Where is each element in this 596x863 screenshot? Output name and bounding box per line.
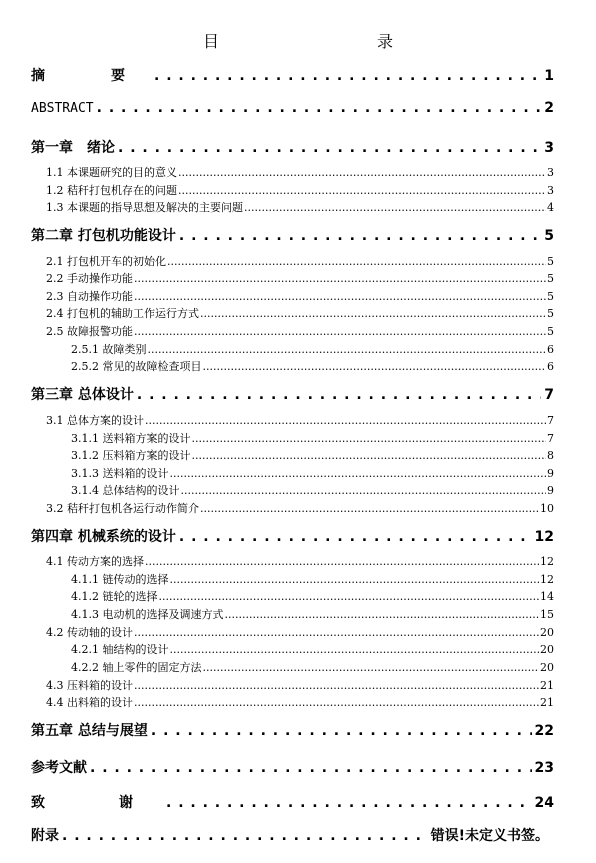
toc-entry-section-4-4[interactable] xyxy=(46,694,554,709)
toc-entry-subsection-3-1-1[interactable] xyxy=(71,430,554,445)
toc-entry-page: 3 xyxy=(544,140,554,156)
toc-entry-page: 2 xyxy=(544,100,554,116)
toc-entry-label: 2.4 打包机的辅助工作运行方式 xyxy=(46,307,199,320)
toc-entry-page: 21 xyxy=(540,696,554,709)
toc-entry-page: 23 xyxy=(534,760,554,776)
toc-entry-page: 12 xyxy=(540,573,554,586)
toc-entry-page: 5 xyxy=(547,290,554,303)
toc-entry-label: ABSTRACT xyxy=(31,101,94,116)
toc-entry-subsection-4-2-2[interactable] xyxy=(71,659,554,674)
toc-leader-dots xyxy=(181,484,547,497)
toc-entry-label: 4.4 出料箱的设计 xyxy=(46,696,133,709)
toc-entry-label: 1.1 本课题研究的目的意义 xyxy=(46,166,177,179)
toc-entry-label: 4.2 传动轴的设计 xyxy=(46,626,133,639)
toc-entry-label: 3.1 总体方案的设计 xyxy=(46,414,144,427)
toc-entry-appendix[interactable] xyxy=(31,825,549,845)
toc-entry-label: 2.5 故障报警功能 xyxy=(46,325,133,338)
toc-entry-label: 2.2 手动操作功能 xyxy=(46,272,133,285)
toc-entry-page: 5 xyxy=(547,255,554,268)
toc-entry-section-3-1[interactable] xyxy=(46,412,554,427)
toc-entry-page: 12 xyxy=(540,555,554,568)
toc-entry-page: 5 xyxy=(547,325,554,338)
toc-entry-acknowledgements[interactable] xyxy=(31,792,554,812)
toc-leader-dots xyxy=(97,100,542,116)
toc-entry-label: 4.1.1 链传动的选择 xyxy=(71,573,169,586)
toc-entry-page: 5 xyxy=(547,272,554,285)
toc-entry-subsection-4-1-2[interactable] xyxy=(71,588,554,603)
toc-entry-label: 4.3 压料箱的设计 xyxy=(46,679,133,692)
toc-entry-page-error: 错误!未定义书签。 xyxy=(430,828,549,844)
toc-leader-dots xyxy=(178,166,546,179)
toc-entry-label: 3.1.2 压料箱方案的设计 xyxy=(71,449,191,462)
toc-entry-section-4-2[interactable] xyxy=(46,624,554,639)
toc-entry-section-2-2[interactable] xyxy=(46,270,554,285)
toc-leader-dots xyxy=(170,467,547,480)
toc-entry-page: 1 xyxy=(544,68,554,84)
toc-entry-abstract-cn[interactable] xyxy=(31,65,554,85)
toc-entry-label: 4.1.2 链轮的选择 xyxy=(71,590,158,603)
toc-leader-dots xyxy=(118,140,541,156)
toc-leader-dots xyxy=(137,387,541,403)
toc-entry-subsection-3-1-2[interactable] xyxy=(71,447,554,462)
toc-entry-subsection-4-2-1[interactable] xyxy=(71,641,554,656)
toc-leader-dots xyxy=(134,626,539,639)
toc-entry-abstract-en[interactable] xyxy=(31,100,554,120)
toc-entry-subsection-2-5-1[interactable] xyxy=(71,341,554,356)
toc-leader-dots xyxy=(148,343,547,356)
toc-entry-label: 3.1.4 总体结构的设计 xyxy=(71,484,180,497)
toc-leader-dots xyxy=(167,255,546,268)
toc-entry-subsection-2-5-2[interactable] xyxy=(71,358,554,373)
toc-leader-dots xyxy=(192,432,547,445)
toc-entry-page: 22 xyxy=(534,723,554,739)
toc-leader-dots xyxy=(192,449,547,462)
toc-entry-subsection-4-1-3[interactable] xyxy=(71,606,554,621)
toc-entry-label: 第二章 打包机功能设计 xyxy=(31,228,176,244)
toc-entry-label: 1.3 本课题的指导思想及解决的主要问题 xyxy=(46,201,243,214)
toc-leader-dots xyxy=(179,228,541,244)
toc-entry-section-4-1[interactable] xyxy=(46,553,554,568)
toc-leader-dots xyxy=(203,360,547,373)
toc-entry-page: 14 xyxy=(540,590,554,603)
toc-entry-page: 8 xyxy=(547,449,554,462)
toc-entry-section-2-4[interactable] xyxy=(46,305,554,320)
toc-leader-dots xyxy=(134,290,546,303)
toc-entry-page: 7 xyxy=(544,387,554,403)
toc-leader-dots xyxy=(151,723,532,739)
toc-entry-chapter-2[interactable] xyxy=(31,225,554,245)
toc-entry-chapter-3[interactable] xyxy=(31,384,554,404)
toc-entry-chapter-1[interactable] xyxy=(31,137,554,157)
toc-entry-page: 6 xyxy=(547,343,554,356)
toc-leader-dots xyxy=(134,272,546,285)
toc-leader-dots xyxy=(200,502,539,515)
toc-leader-dots xyxy=(203,661,540,674)
toc-entry-page: 20 xyxy=(540,661,554,674)
toc-leader-dots xyxy=(244,201,546,214)
toc-leader-dots xyxy=(166,795,532,811)
toc-entry-page: 7 xyxy=(547,432,554,445)
toc-entry-label: 4.2.2 轴上零件的固定方法 xyxy=(71,661,202,674)
toc-entry-chapter-4[interactable] xyxy=(31,526,554,546)
toc-entry-label: 2.3 自动操作功能 xyxy=(46,290,133,303)
toc-leader-dots xyxy=(62,828,428,844)
toc-entry-label: 3.1.3 送料箱的设计 xyxy=(71,467,169,480)
toc-entry-label: 附录 xyxy=(31,828,59,844)
toc-entry-references[interactable] xyxy=(31,757,554,777)
toc-leader-dots xyxy=(178,184,546,197)
toc-entry-label: 3.2 秸秆打包机各运行动作简介 xyxy=(46,502,199,515)
toc-entry-section-2-1[interactable] xyxy=(46,253,554,268)
toc-entry-label: 第一章 绪论 xyxy=(31,140,115,156)
toc-entry-label: 第四章 机械系统的设计 xyxy=(31,529,176,545)
toc-entry-page: 3 xyxy=(547,166,554,179)
toc-entry-page: 21 xyxy=(540,679,554,692)
toc-entry-label: 第三章 总体设计 xyxy=(31,387,134,403)
toc-leader-dots xyxy=(200,307,546,320)
toc-entry-label: 致 谢 xyxy=(31,795,163,811)
toc-entry-section-2-3[interactable] xyxy=(46,288,554,303)
toc-entry-subsection-3-1-3[interactable] xyxy=(71,465,554,480)
toc-leader-dots xyxy=(170,573,540,586)
toc-entry-page: 12 xyxy=(534,529,554,545)
toc-leader-dots xyxy=(145,414,546,427)
toc-entry-subsection-4-1-1[interactable] xyxy=(71,571,554,586)
toc-leader-dots xyxy=(134,696,539,709)
toc-leader-dots xyxy=(179,529,532,545)
toc-entry-page: 15 xyxy=(540,608,554,621)
toc-leader-dots xyxy=(159,590,540,603)
toc-entry-label: 3.1.1 送料箱方案的设计 xyxy=(71,432,191,445)
toc-entry-page: 10 xyxy=(540,502,554,515)
toc-leader-dots xyxy=(154,68,541,84)
toc-entry-page: 7 xyxy=(547,414,554,427)
toc-entry-label: 2.5.2 常见的故障检查项目 xyxy=(71,360,202,373)
toc-entry-page: 9 xyxy=(547,467,554,480)
toc-entry-section-1-1[interactable] xyxy=(46,164,554,179)
toc-entry-section-1-3[interactable] xyxy=(46,199,554,214)
toc-leader-dots xyxy=(170,643,540,656)
toc-entry-label: 1.2 秸秆打包机存在的问题 xyxy=(46,184,177,197)
toc-entry-label: 2.1 打包机开车的初始化 xyxy=(46,255,166,268)
toc-entry-label: 第五章 总结与展望 xyxy=(31,723,148,739)
toc-entry-page: 6 xyxy=(547,360,554,373)
toc-entry-label: 4.1 传动方案的选择 xyxy=(46,555,144,568)
toc-entry-page: 5 xyxy=(547,307,554,320)
toc-entry-label: 2.5.1 故障类别 xyxy=(71,343,147,356)
toc-entry-subsection-3-1-4[interactable] xyxy=(71,482,554,497)
toc-entry-section-4-3[interactable] xyxy=(46,677,554,692)
toc-title: 目 录 xyxy=(202,32,435,51)
toc-entry-page: 9 xyxy=(547,484,554,497)
toc-leader-dots xyxy=(134,325,546,338)
toc-entry-section-1-2[interactable] xyxy=(46,182,554,197)
toc-leader-dots xyxy=(90,760,532,776)
toc-leader-dots xyxy=(134,679,539,692)
toc-leader-dots xyxy=(145,555,539,568)
toc-entry-label: 4.2.1 轴结构的设计 xyxy=(71,643,169,656)
toc-entry-page: 5 xyxy=(544,228,554,244)
toc-entry-page: 20 xyxy=(540,626,554,639)
toc-entry-page: 3 xyxy=(547,184,554,197)
toc-entry-section-2-5[interactable] xyxy=(46,323,554,338)
toc-entry-label: 摘 要 xyxy=(31,68,151,84)
toc-entry-section-3-2[interactable] xyxy=(46,500,554,515)
toc-entry-chapter-5[interactable] xyxy=(31,720,554,740)
toc-entry-label: 参考文献 xyxy=(31,760,87,776)
toc-entry-page: 24 xyxy=(534,795,554,811)
toc-entry-page: 4 xyxy=(547,201,554,214)
toc-entry-label: 4.1.3 电动机的选择及调速方式 xyxy=(71,608,224,621)
toc-leader-dots xyxy=(225,608,540,621)
toc-entry-page: 20 xyxy=(540,643,554,656)
